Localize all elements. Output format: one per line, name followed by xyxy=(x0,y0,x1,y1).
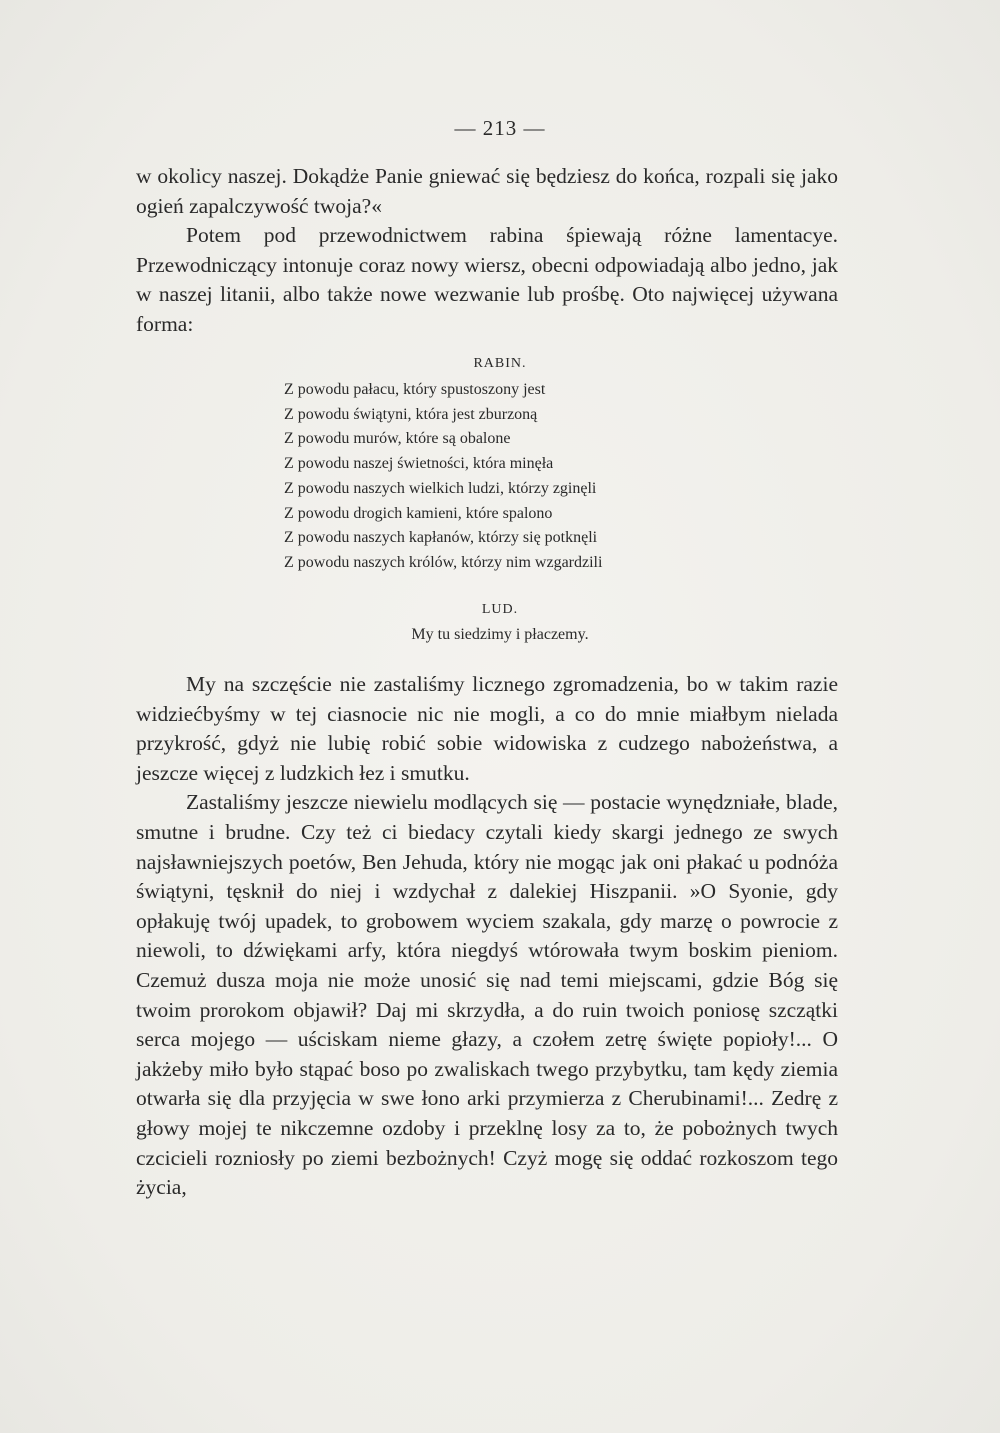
litany-line: Z powodu naszych wielkich ludzi, którzy zginęli xyxy=(284,479,597,497)
litany-lines xyxy=(284,378,602,576)
litany-line: Z powodu naszej świetności, która minęła xyxy=(284,455,554,473)
litany-line: Z powodu naszych kapłanów, którzy się potknęli xyxy=(284,529,598,547)
paragraph: Zastaliśmy jeszcze niewielu modlących się — postacie wynędzniałe, blade, smutne i brudne. Czy też ci biedacy czytali kiedy skargi jednego ze swych najsławniejszych poetów, Ben Jehuda, który nie mogąc jak oni płakać u podnóża świątyni, tęsknił do niej i wzdychał z dalekiej Hiszpanii. »O Syonie, gdy opłakuję twój upadek, to grobowem wyciem szakala, gdy marzę o powrocie z niewoli, to dźwiękami arfy, która niegdyś wtórowała twym boskim pieniom. Czemuż dusza moja nie może unosić się nad temi miejscami, gdzie Bóg się twoim prorokom objawił? Daj mi skrzydła, a do ruin twoich poniosę szczątki serca mojego — uściskam nieme głazy, a czołem zetrę święte popioły!... O jakżeby miło było stąpać boso po zwaliskach twego przybytku, tam kędy ziemia otwarła się dla przyjęcia w swe łono arki przymierza z Cherubinami!... Zedrę z głowy mojej te nikczemne ozdoby i przeklnę losy za to, że pobożnych twych czcicieli rozniosły po ziemi bezbożnych! Czyż mogę się oddać rozkoszom tego życia, xyxy=(136,790,838,1200)
litany-leader-heading: RABIN. xyxy=(473,356,527,371)
paragraph: My na szczęście nie zastaliśmy licznego zgromadzenia, bo w takim razie widziećbyśmy w tej ciasnocie nic nie mogli, a co do mnie miałbym nielada przykrość, gdyż nie lubię robić sobie widowiska z cudzego nabożeństwa, a jeszcze więcej z ludzkich łez i smutku. xyxy=(136,672,838,785)
litany-line: Z powodu naszych królów, którzy nim wzgardzili xyxy=(284,553,603,571)
paragraph: Potem pod przewodnictwem rabina śpiewają różne lamentacye. Przewodniczący intonuje coraz nowy wiersz, obecni odpowiadają albo jedno, jak w naszej litanii, albo także nowe wezwanie lub prośbę. Oto najwięcej używana forma: xyxy=(136,223,838,336)
litany-line: Z powodu pałacu, który spustoszony jest xyxy=(284,381,546,398)
paragraph: w okolicy naszej. Dokądże Panie gniewać się będziesz do końca, rozpali się jako ogień zapalczywość twoja?« xyxy=(136,164,838,218)
intro-text xyxy=(136,162,838,340)
litany-response: My tu siedzimy i płaczemy. xyxy=(411,626,589,643)
body-text xyxy=(136,670,838,1203)
litany-response-heading: LUD. xyxy=(481,602,519,617)
litany-line: Z powodu murów, które są obalone xyxy=(284,430,511,448)
page-number: — 213 — xyxy=(454,116,546,140)
litany-line: Z powodu świątyni, która jest zburzoną xyxy=(284,405,538,423)
litany-line: Z powodu drogich kamieni, które spalono xyxy=(284,504,553,522)
